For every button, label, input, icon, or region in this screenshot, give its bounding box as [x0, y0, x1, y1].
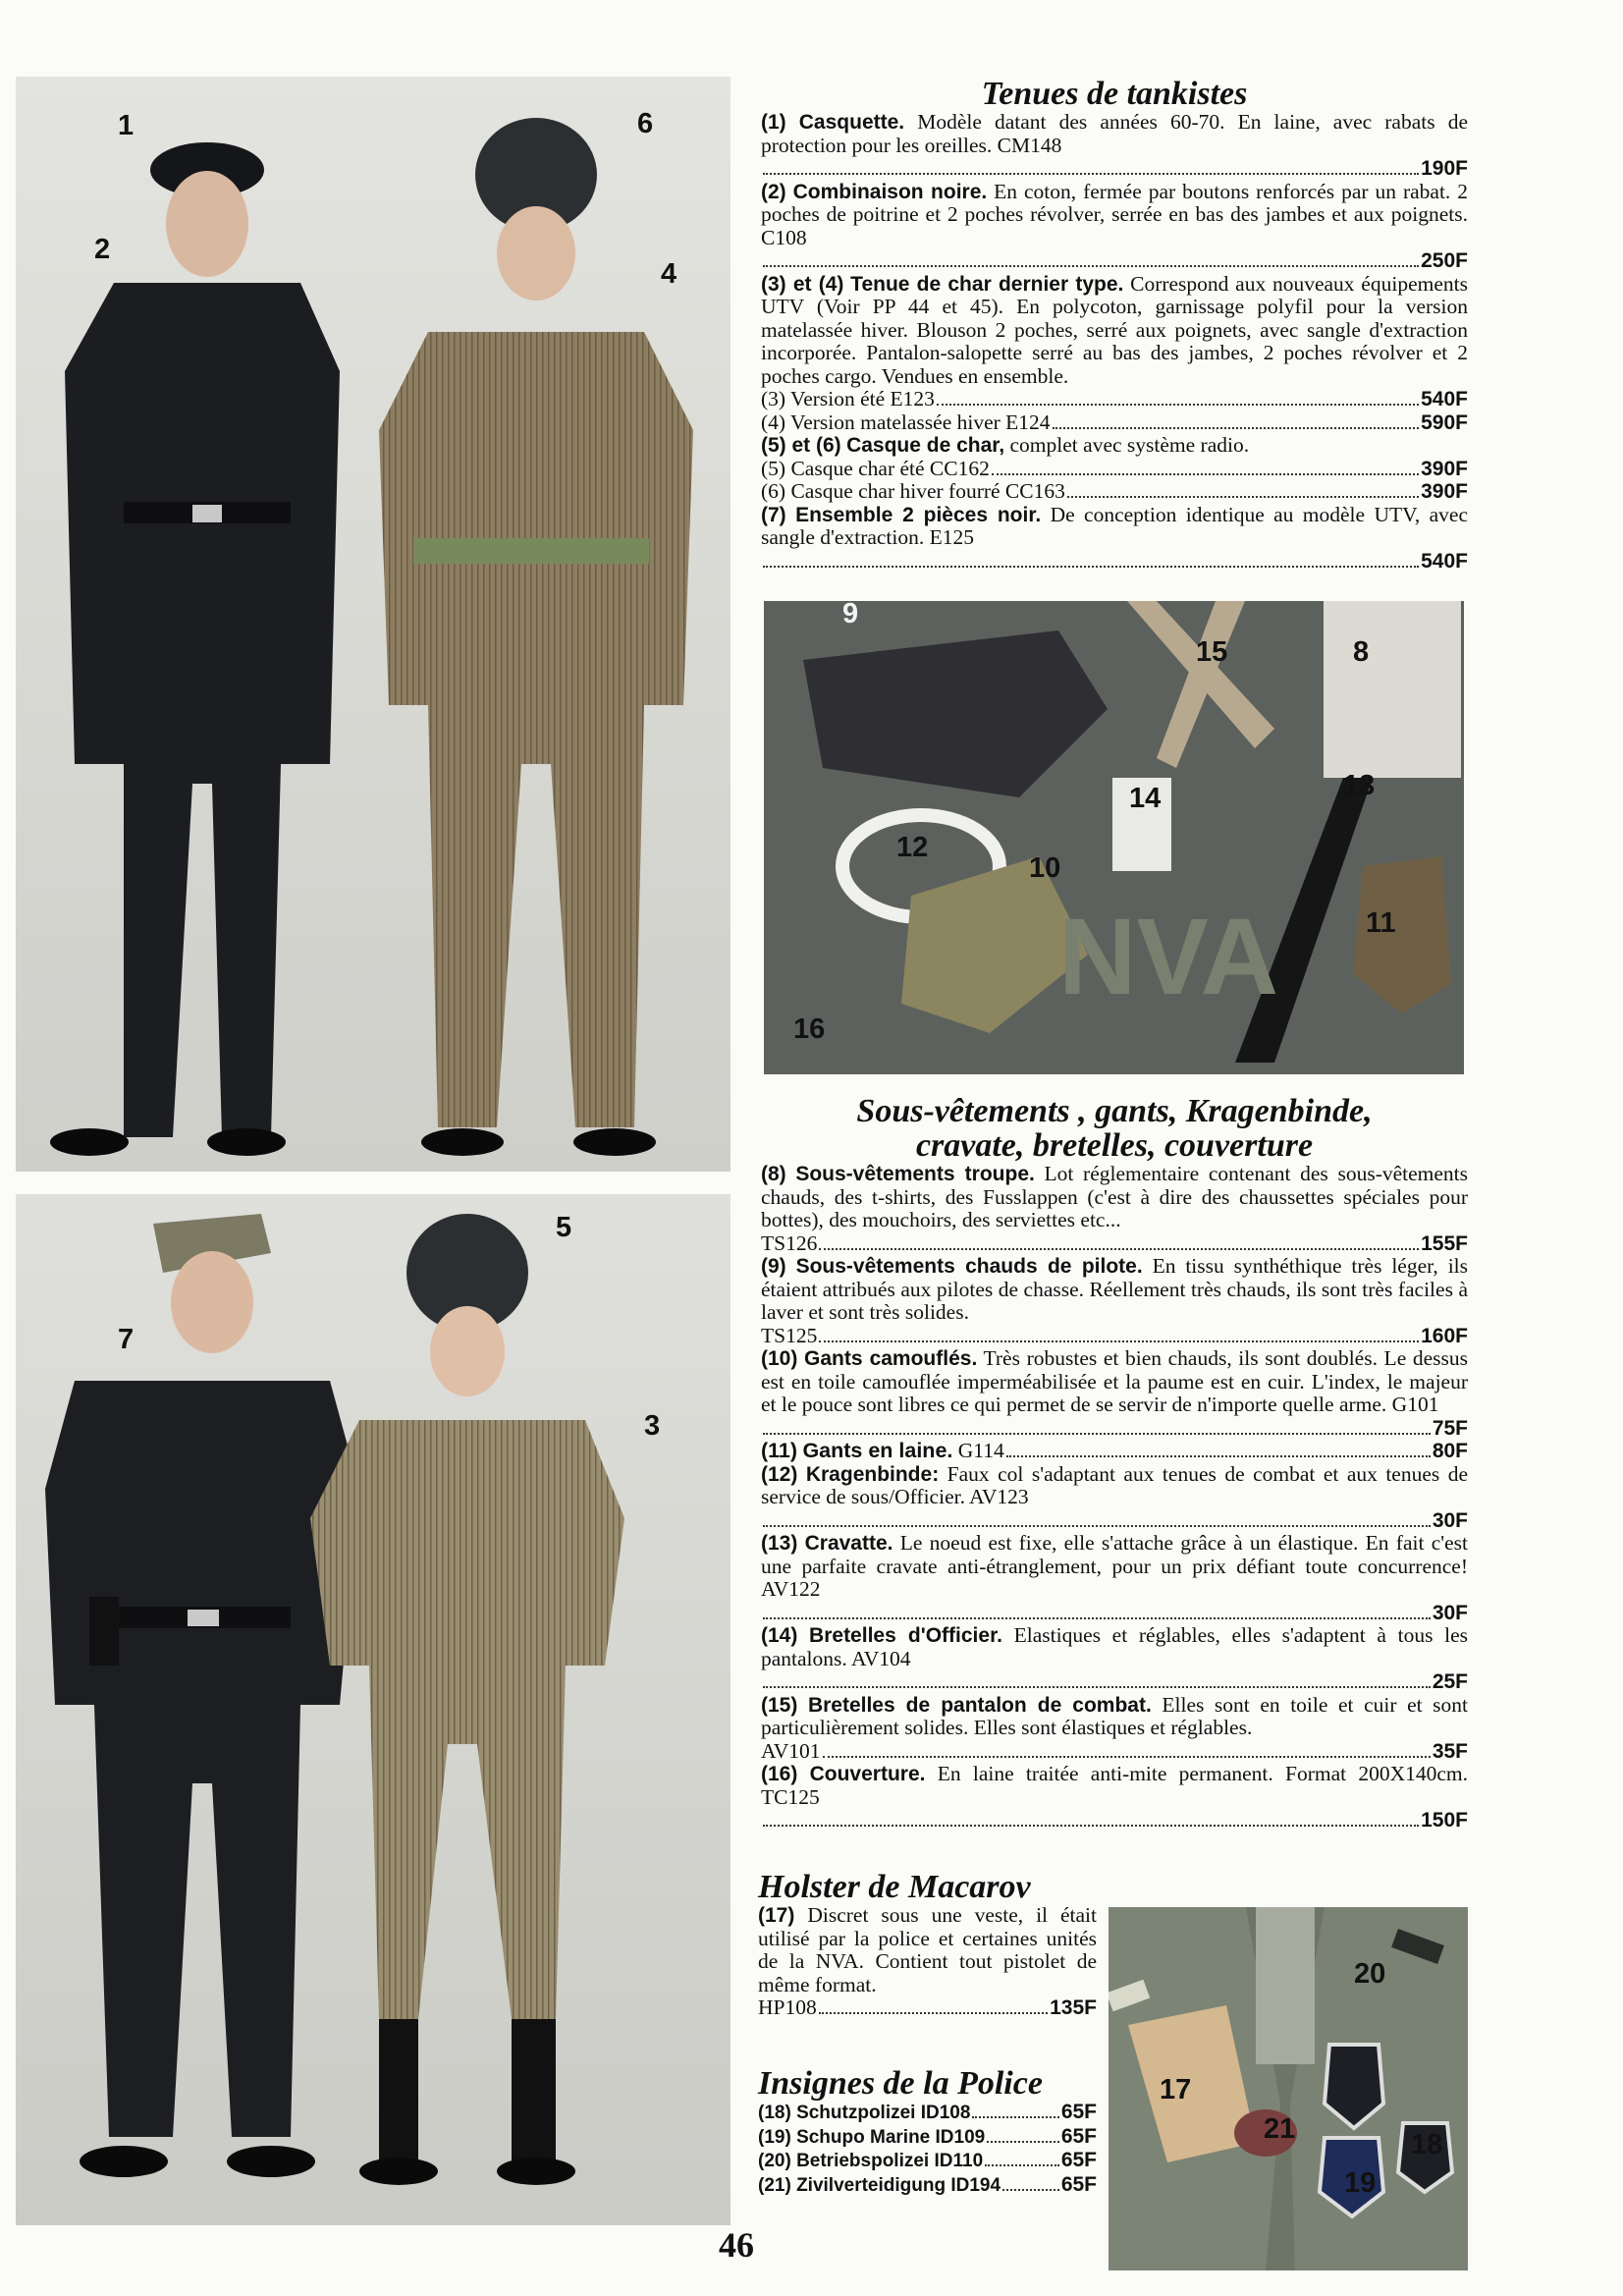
- price: 25F: [1432, 1670, 1468, 1693]
- entry-name: Cravatte.: [804, 1532, 893, 1555]
- police-item-label: (21) Zivilverteidigung ID194: [758, 2174, 1001, 2196]
- section-sous-vetements: [761, 1094, 1468, 1832]
- price-line: [761, 1670, 1468, 1694]
- price: 80F: [1432, 1440, 1468, 1462]
- entry-text: Lot réglementaire contenant des sous-vêtements chauds, des t-shirts, des Fusslappen (c'est à dire des chaussettes spéciales pour bottes), des mouchoirs, des serviettes etc...: [761, 1162, 1469, 1231]
- entry-text: De conception identique au modèle UTV, avec sangle d'extraction. E125: [761, 502, 1469, 549]
- entry-ref: (3) et (4): [761, 272, 844, 296]
- entry-ref: (13): [761, 1532, 798, 1555]
- entry-name: Couverture.: [809, 1763, 926, 1785]
- photo-label-15: 15: [1196, 636, 1228, 668]
- photo-tank-crew-top: [16, 77, 730, 1172]
- entry-16: [761, 1763, 1468, 1809]
- entry-12: [761, 1463, 1468, 1509]
- price: 30F: [1432, 1601, 1468, 1624]
- entry-15: [761, 1694, 1468, 1740]
- photo-label-16: 16: [793, 1013, 826, 1045]
- photo-label-7: 7: [118, 1324, 135, 1355]
- police-item-label: (18) Schutzpolizei ID108: [758, 2103, 971, 2123]
- price-line: [761, 249, 1468, 273]
- entry-8: [761, 1163, 1468, 1232]
- entry-10: [761, 1347, 1468, 1417]
- entry-text: Faux col s'adaptant aux tenues de combat et aux tenues de service de sous/Officier. AV123: [761, 1461, 1469, 1508]
- photo-label-8: 8: [1353, 636, 1370, 668]
- photo-label-14: 14: [1129, 783, 1162, 814]
- nva-stencil: NVA: [1058, 897, 1279, 1017]
- entry-ref: (15): [761, 1693, 798, 1717]
- entry-ref: (2): [761, 180, 786, 203]
- police-item: [758, 2125, 1097, 2150]
- price: 250F: [1421, 249, 1468, 272]
- price: 135F: [1050, 1996, 1097, 2019]
- entry-text: En laine traitée anti-mite permanent. Format 200X140cm. TC125: [761, 1762, 1469, 1809]
- price-line: [761, 458, 1468, 481]
- photo-label-2: 2: [94, 234, 111, 265]
- entry-text: Modèle datant des années 60-70. En laine, avec rabats de protection pour les oreilles. CM148: [761, 110, 1468, 157]
- product-code: TS126: [761, 1230, 818, 1255]
- price: 540F: [1421, 388, 1468, 410]
- photo-label-4: 4: [661, 258, 677, 290]
- price: 160F: [1421, 1324, 1468, 1347]
- price-line: [761, 411, 1468, 435]
- photo-police-insignia: [1109, 1907, 1468, 2270]
- entry-name: Bretelles d'Officier.: [809, 1624, 1002, 1647]
- police-item: [758, 2101, 1097, 2125]
- entry-17: [758, 1904, 1097, 1996]
- price-line: [758, 1996, 1097, 2020]
- entry-5-6: [761, 434, 1468, 458]
- entry-ref: (17): [758, 1904, 795, 1927]
- price: 540F: [1421, 549, 1468, 573]
- photo-label-21: 21: [1264, 2113, 1296, 2145]
- entry-name: Gants en laine.: [802, 1439, 953, 1462]
- price: 65F: [1060, 2101, 1097, 2123]
- entry-1: [761, 111, 1468, 157]
- price: 65F: [1060, 2124, 1097, 2148]
- price-line: [761, 550, 1468, 574]
- police-item: [758, 2149, 1097, 2173]
- section-title-holster: Holster de Macarov: [758, 1869, 1031, 1905]
- section-title-police: Insignes de la Police: [758, 2065, 1043, 2102]
- entry-9: [761, 1255, 1468, 1325]
- price: 590F: [1421, 410, 1468, 434]
- photo-tank-crew-bottom: [16, 1194, 730, 2225]
- entry-ref: (1): [761, 111, 786, 134]
- photo-label-3: 3: [644, 1410, 661, 1442]
- price: 35F: [1432, 1739, 1468, 1763]
- product-code: AV101: [761, 1738, 821, 1763]
- photo-label-20: 20: [1354, 1958, 1386, 1990]
- price: 65F: [1060, 2149, 1097, 2171]
- price-line: [761, 480, 1468, 504]
- entry-13: [761, 1532, 1468, 1602]
- photo-label-12: 12: [896, 832, 929, 863]
- photo-label-18: 18: [1411, 2129, 1443, 2160]
- price-line: [761, 388, 1468, 411]
- entry-text: En coton, fermée par boutons renforcés par un rabat. 2 poches de poitrine et 2 poches révolver, serrée en bas des jambes et aux poignets. C108: [761, 179, 1468, 249]
- page-number: 46: [719, 2225, 754, 2265]
- entry-name: Gants camouflés.: [803, 1347, 978, 1370]
- police-item: [758, 2173, 1097, 2198]
- entry-text: complet avec système radio.: [1009, 433, 1250, 457]
- price: 390F: [1421, 457, 1468, 480]
- entry-text: G114: [957, 1439, 1004, 1462]
- entry-11: [761, 1440, 1468, 1463]
- entry-text: Elastiques et réglables, elles s'adaptent à tous les pantalons. AV104: [761, 1623, 1469, 1670]
- price: 65F: [1060, 2172, 1097, 2196]
- entry-name: Combinaison noire.: [792, 180, 988, 203]
- entry-name: Casquette.: [798, 111, 905, 134]
- section-title-sous-vetements-1: Sous-vêtements , gants, Kragenbinde,: [856, 1093, 1373, 1129]
- entry-name: Kragenbinde:: [805, 1462, 940, 1486]
- photo-label-13: 13: [1343, 770, 1376, 801]
- entry-ref: (12): [761, 1462, 798, 1486]
- price-line: [761, 1325, 1468, 1348]
- photo-accessories: [764, 601, 1464, 1074]
- price-line: [761, 1232, 1468, 1256]
- entry-ref: (14): [761, 1624, 798, 1647]
- entry-text: Elles sont en toile et cuir et sont particulièrement solides. Elles sont élastiques et réglables.: [761, 1692, 1468, 1739]
- photo-label-11: 11: [1366, 907, 1396, 939]
- entry-3-4: [761, 273, 1468, 389]
- photo-label-10: 10: [1029, 852, 1061, 884]
- price: 190F: [1421, 157, 1468, 180]
- entry-ref: (8): [761, 1163, 786, 1185]
- price: 75F: [1432, 1416, 1468, 1440]
- price: 390F: [1421, 480, 1468, 503]
- photo-label-19: 19: [1344, 2167, 1377, 2199]
- entry-name: Sous-vêtements chauds de pilote.: [795, 1255, 1143, 1278]
- section-holster: [758, 1870, 1097, 2020]
- entry-ref: (16): [761, 1763, 798, 1785]
- entry-ref: (10): [761, 1347, 798, 1370]
- entry-name: Casque de char,: [846, 434, 1005, 457]
- variant-label: (5) Casque char été CC162: [761, 456, 990, 480]
- entry-ref: (7): [761, 503, 786, 526]
- entry-text: En tissu synthéthique très léger, ils étaient attribués aux pilotes de chasse. Réellement très chauds, ils sont très faciles à laver et sont très solides.: [761, 1254, 1469, 1324]
- entry-name: Ensemble 2 pièces noir.: [795, 503, 1042, 526]
- section-title-tankistes: Tenues de tankistes: [981, 76, 1248, 112]
- price-line: [761, 1509, 1468, 1533]
- product-code: TS125: [761, 1323, 818, 1347]
- police-item-label: (19) Schupo Marine ID109: [758, 2126, 986, 2148]
- variant-label: (4) Version matelassée hiver E124: [761, 410, 1051, 434]
- photo-label-1: 1: [118, 110, 135, 141]
- photo-label-6: 6: [637, 108, 654, 139]
- price-line: [761, 1602, 1468, 1625]
- section-tankistes: [761, 77, 1468, 573]
- photo-label-5: 5: [556, 1212, 572, 1243]
- police-item-label: (20) Betriebspolizei ID110: [758, 2151, 984, 2171]
- price-line: [761, 1809, 1468, 1832]
- photo-label-9: 9: [842, 601, 859, 629]
- product-code: HP108: [758, 1995, 817, 2019]
- entry-2: [761, 181, 1468, 250]
- entry-name: Bretelles de pantalon de combat.: [807, 1693, 1152, 1717]
- price: 30F: [1432, 1508, 1468, 1532]
- entry-text: Très robustes et bien chauds, ils sont doublés. Le dessus est en toile camouflée imperméabilisée et la paume est en cuir. L'index, le majeur et le pouce sont libres ce qui permet de se servir de n'importe quelle arme. G101: [761, 1346, 1468, 1416]
- price-line: [761, 1417, 1468, 1441]
- section-title-sous-vetements-2: cravate, bretelles, couverture: [915, 1127, 1314, 1164]
- entry-14: [761, 1624, 1468, 1670]
- section-police: [758, 2066, 1097, 2197]
- entry-ref: (11): [761, 1439, 798, 1462]
- entry-text: Discret sous une veste, il était utilisé par la police et certaines unités de la NVA. Contient tout pistolet de même format.: [758, 1903, 1097, 1996]
- entry-ref: (5) et (6): [761, 434, 841, 457]
- photo-label-17: 17: [1160, 2074, 1192, 2105]
- entry-7: [761, 504, 1468, 550]
- price-line: [761, 157, 1468, 181]
- variant-label: (6) Casque char hiver fourré CC163: [761, 479, 1065, 503]
- variant-label: (3) Version été E123: [761, 387, 935, 410]
- entry-name: Tenue de char dernier type.: [850, 272, 1124, 296]
- entry-text: Le noeud est fixe, elle s'attache grâce à un élastique. En fait c'est une parfaite cravate anti-étranglement, pour un prix défiant toute concurrence! AV122: [761, 1531, 1468, 1601]
- price: 155F: [1421, 1231, 1468, 1255]
- entry-name: Sous-vêtements troupe.: [795, 1163, 1035, 1185]
- entry-ref: (9): [761, 1255, 786, 1278]
- entry-text: Correspond aux nouveaux équipements UTV (Voir PP 44 et 45). En polycoton, garnissage polyfil pour la version matelassée hiver. Blouson 2 poches, serré aux poignets, avec sangle d'extraction incorporée. Pantalon-salopette serré au bas des jambes, 2 poches révolver et 2 poches cargo. Vendues en ensemble.: [761, 271, 1468, 388]
- price-line: [761, 1740, 1468, 1764]
- price: 150F: [1421, 1809, 1468, 1831]
